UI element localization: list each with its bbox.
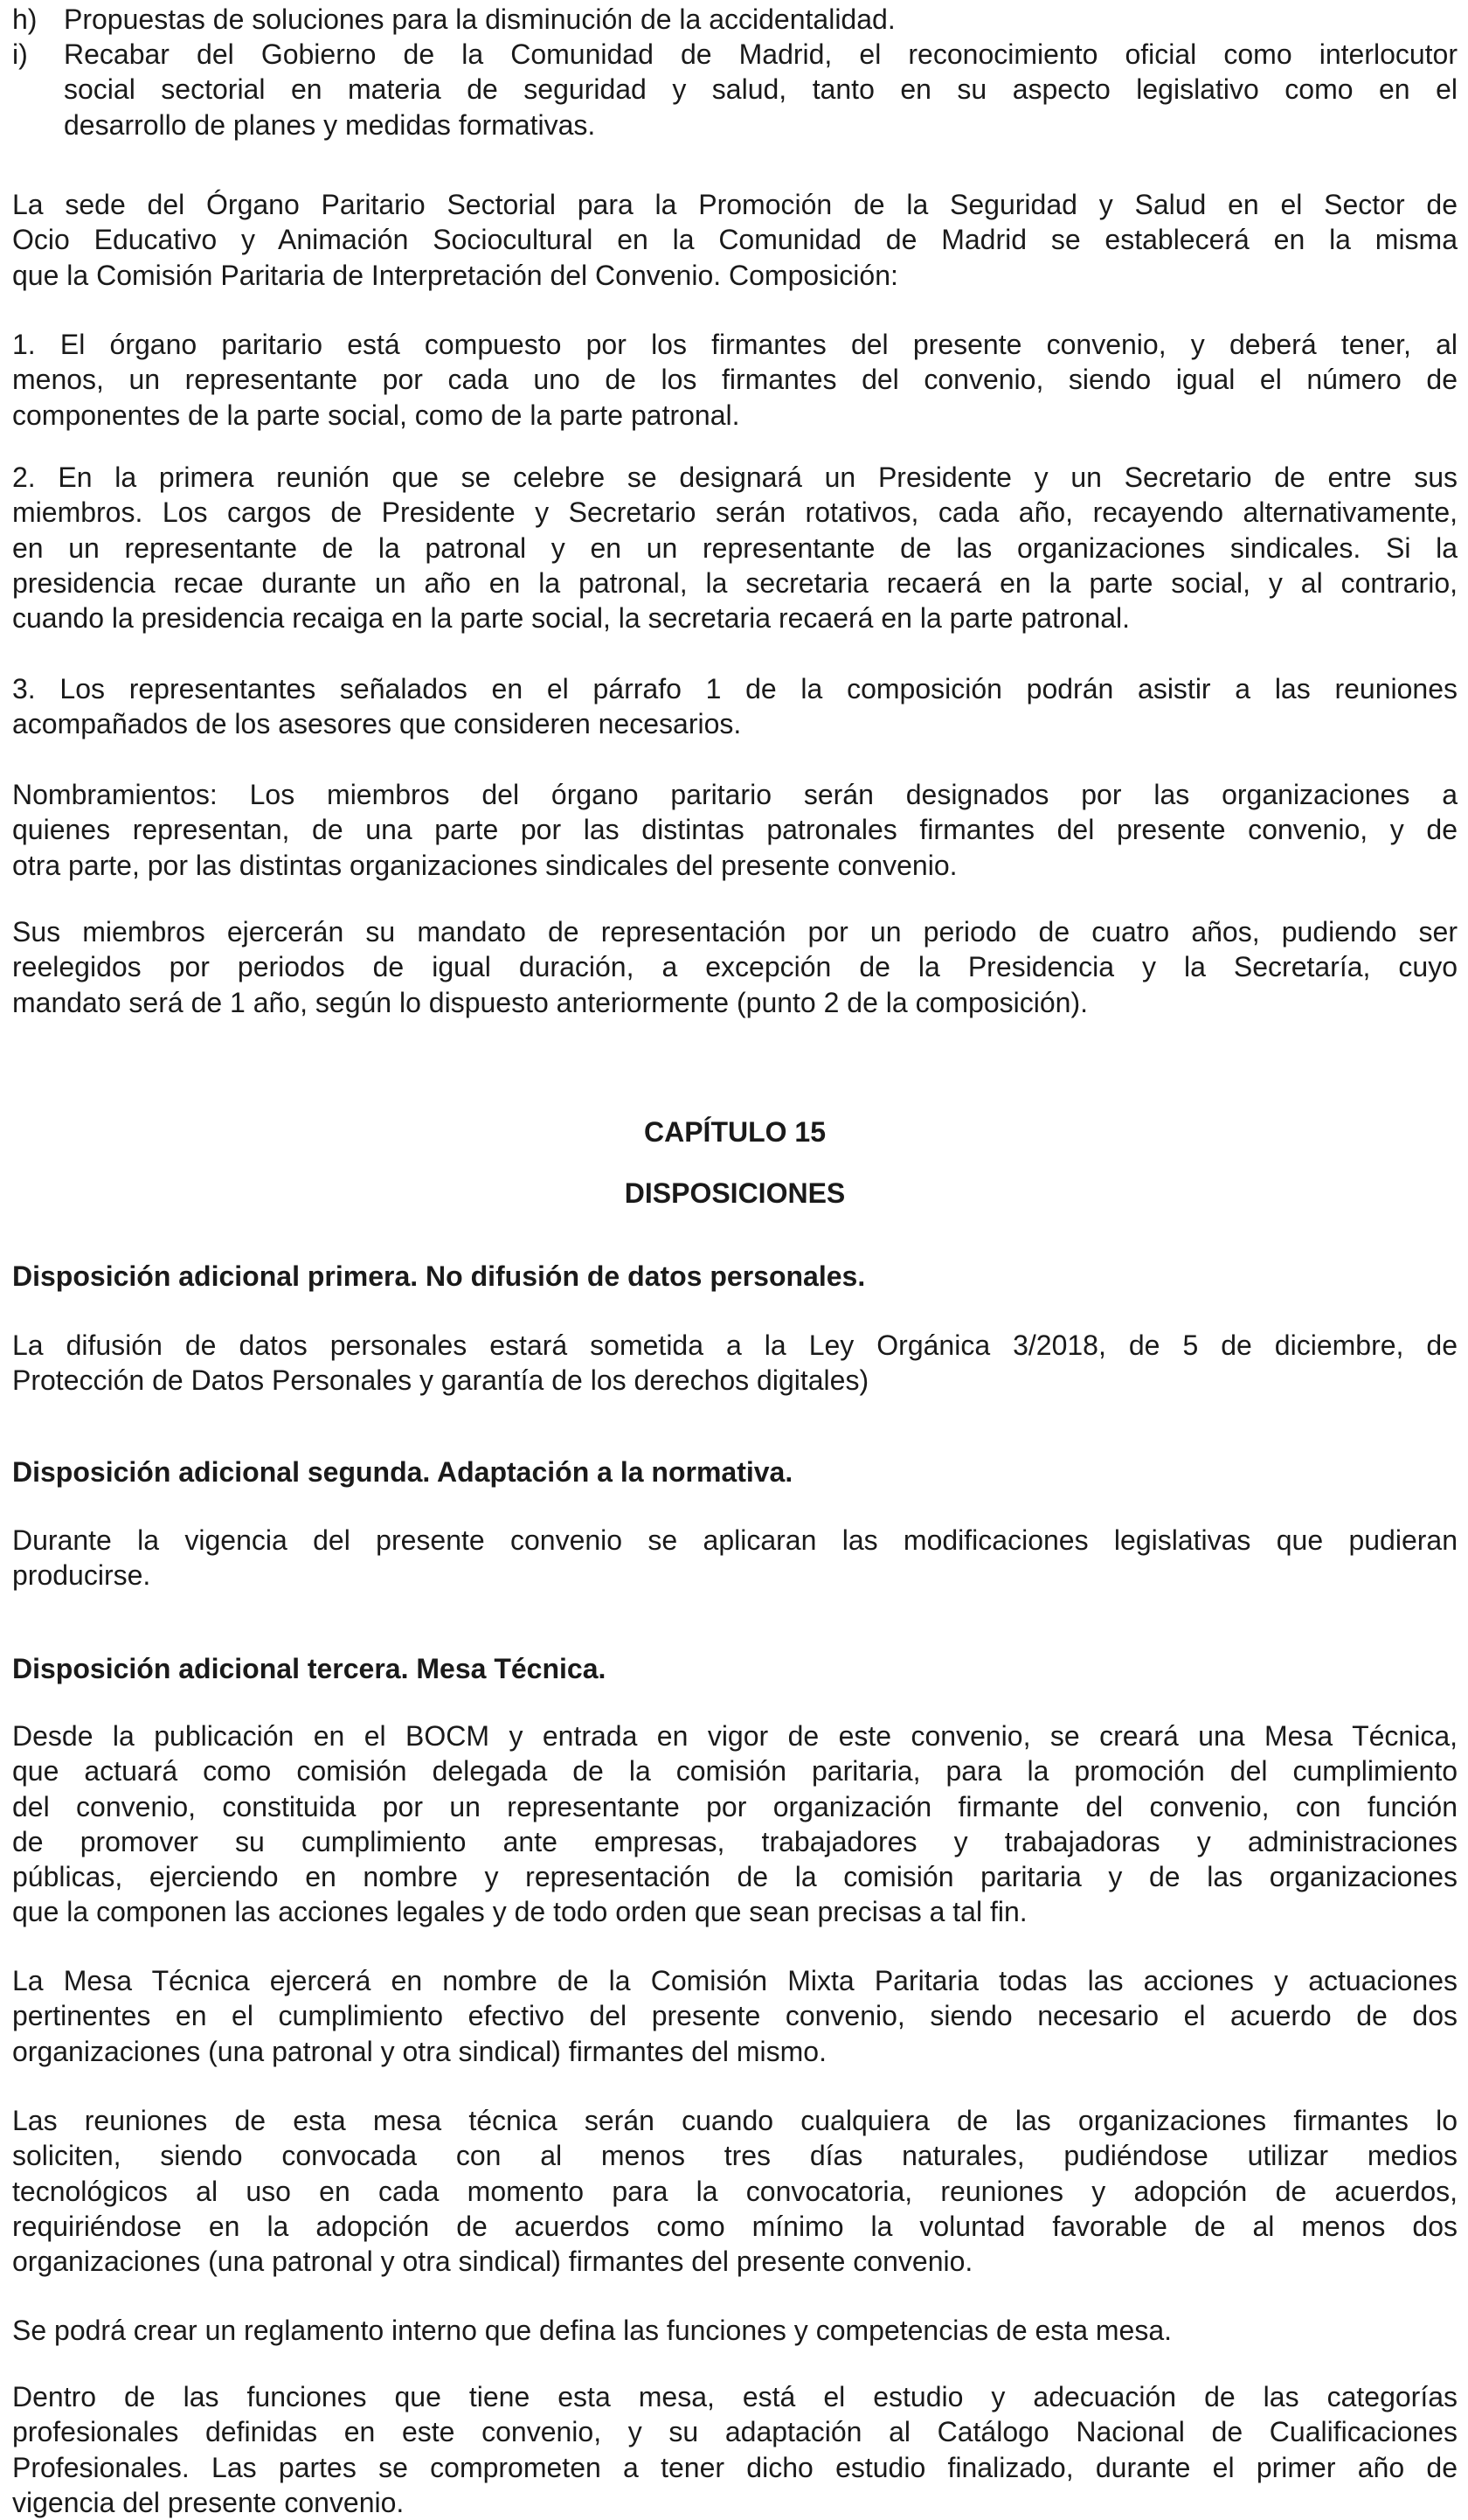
- text-line: miembros. Los cargos de Presidente y Secretario serán rotativos, cada año, recayendo alternativamente,: [12, 496, 1458, 529]
- text-line: del convenio, constituida por un representante por organización firmante del convenio, con función: [12, 1790, 1458, 1822]
- heading-disposicion-primera: Disposición adicional primera. No difusión de datos personales.: [12, 1260, 866, 1292]
- heading-disposicion-tercera: Disposición adicional tercera. Mesa Técnica.: [12, 1653, 606, 1684]
- text-line: requiriéndose en la adopción de acuerdos como mínimo la voluntad favorable de al menos dos: [12, 2210, 1458, 2242]
- paragraph-composicion-3: [12, 671, 1458, 742]
- text-line: organizaciones (una patronal y otra sindical) firmantes del mismo.: [12, 2035, 827, 2067]
- text-line: social sectorial en materia de seguridad y salud, tanto en su aspecto legislativo como en el: [64, 73, 1458, 106]
- paragraph-mandato: [12, 914, 1458, 1020]
- text-line: Sus miembros ejercerán su mandato de representación por un periodo de cuatro años, pudiendo ser: [12, 916, 1458, 948]
- text-line: Se podrá crear un reglamento interno que defina las funciones y competencias de esta mesa.: [12, 2315, 1173, 2346]
- paragraph-composicion-1: [12, 327, 1458, 433]
- text-line: cuando la presidencia recaiga en la parte social, la secretaria recaerá en la parte patronal.: [12, 602, 1130, 635]
- list-item-h: [12, 2, 1458, 37]
- text-line: Nombramientos: Los miembros del órgano paritario serán designados por las organizaciones a: [12, 779, 1458, 810]
- text-line: 2. En la primera reunión que se celebre se designará un Presidente y un Secretario de entre sus: [12, 462, 1458, 493]
- text-line: 3. Los representantes señalados en el párrafo 1 de la composición podrán asistir a las reuniones: [12, 673, 1458, 705]
- text-line: La difusión de datos personales estará sometida a la Ley Orgánica 3/2018, de 5 de diciembre, de: [12, 1329, 1458, 1361]
- text-line: reelegidos por periodos de igual duración, a excepción de la Presidencia y la Secretaría, cuyo: [12, 951, 1458, 983]
- heading-disposicion-segunda: Disposición adicional segunda. Adaptación a la normativa.: [12, 1456, 793, 1488]
- text-line: La Mesa Técnica ejercerá en nombre de la Comisión Mixta Paritaria todas las acciones y actuaciones: [12, 1965, 1458, 1996]
- text-line: Recabar del Gobierno de la Comunidad de Madrid, el reconocimiento oficial como interlocutor: [64, 38, 1458, 70]
- text-line: Protección de Datos Personales y garantía de los derechos digitales): [12, 1364, 869, 1397]
- paragraph-durante: [12, 1523, 1458, 1593]
- text-line: en un representante de la patronal y en un representante de las organizaciones sindicales. Si la: [12, 531, 1458, 564]
- text-line: Desde la publicación en el BOCM y entrada en vigor de este convenio, se creará una Mesa Técnica,: [12, 1720, 1458, 1752]
- chapter-number: CAPÍTULO 15: [643, 1116, 827, 1148]
- text-line: tecnológicos al uso en cada momento para la convocatoria, reuniones y adopción de acuerdos,: [12, 2175, 1458, 2207]
- text-line: que la Comisión Paritaria de Interpretación del Convenio. Composición:: [12, 259, 898, 291]
- paragraph-reuniones: [12, 2103, 1458, 2279]
- text-line: que la componen las acciones legales y de todo orden que sean precisas a tal fin.: [12, 1896, 1028, 1928]
- text-line: desarrollo de planes y medidas formativas.: [64, 108, 596, 141]
- list-item-text: [64, 2, 1458, 37]
- text-line: producirse.: [12, 1559, 151, 1592]
- text-line: organizaciones (una patronal y otra sindical) firmantes del presente convenio.: [12, 2246, 973, 2278]
- text-line: Durante la vigencia del presente convenio se aplicaran las modificaciones legislativas que pudieran: [12, 1524, 1458, 1556]
- list-item-text: [64, 37, 1458, 142]
- text-line: públicas, ejerciendo en nombre y representación de la comisión paritaria y de las organizaciones: [12, 1861, 1458, 1893]
- text-line: acompañados de los asesores que consideren necesarios.: [12, 708, 742, 740]
- text-line: vigencia del presente convenio.: [12, 2486, 405, 2518]
- list-label: h): [12, 3, 38, 35]
- paragraph-dentro: [12, 2379, 1458, 2520]
- paragraph-sede: [12, 187, 1458, 293]
- text-line: de promover su cumplimiento ante empresas, trabajadores y trabajadoras y administraciones: [12, 1825, 1458, 1857]
- text-line: otra parte, por las distintas organizaciones sindicales del presente convenio.: [12, 849, 958, 881]
- text-line: componentes de la parte social, como de la parte patronal.: [12, 399, 740, 431]
- paragraph-desde: [12, 1718, 1458, 1930]
- text-line: Ocio Educativo y Animación Sociocultural en la Comunidad de Madrid se establecerá en la misma: [12, 224, 1458, 256]
- paragraph-nombramientos: [12, 777, 1458, 883]
- text-line: Las reuniones de esta mesa técnica serán cuando cualquiera de las organizaciones firmantes lo: [12, 2105, 1458, 2136]
- paragraph-difusion: [12, 1328, 1458, 1399]
- chapter-title: DISPOSICIONES: [624, 1177, 846, 1209]
- paragraph-mesa-tecnica: [12, 1963, 1458, 2069]
- text-line: Profesionales. Las partes se comprometen a tener dicho estudio finalizado, durante el primer año de: [12, 2451, 1458, 2483]
- text-line: Propuestas de soluciones para la disminución de la accidentalidad.: [64, 3, 896, 35]
- text-line: profesionales definidas en este convenio, y su adaptación al Catálogo Nacional de Cualificaciones: [12, 2416, 1458, 2448]
- text-line: La sede del Órgano Paritario Sectorial para la Promoción de la Seguridad y Salud en el Sector de: [12, 189, 1458, 220]
- list-item-i: [12, 37, 1458, 142]
- text-line: soliciten, siendo convocada con al menos tres días naturales, pudiéndose utilizar medios: [12, 2140, 1458, 2172]
- text-line: pertinentes en el cumplimiento efectivo del presente convenio, siendo necesario el acuerdo de dos: [12, 2000, 1458, 2032]
- list-label: i): [12, 38, 28, 70]
- text-line: menos, un representante por cada uno de los firmantes del convenio, siendo igual el número de: [12, 364, 1458, 396]
- text-line: quienes representan, de una parte por las distintas patronales firmantes del presente convenio, y de: [12, 814, 1458, 846]
- paragraph-composicion-2: [12, 460, 1458, 635]
- text-line: Dentro de las funciones que tiene esta mesa, está el estudio y adecuación de las categorías: [12, 2381, 1458, 2412]
- text-line: presidencia recae durante un año en la patronal, la secretaria recaerá en la parte social, y al contrario,: [12, 566, 1458, 599]
- text-line: mandato será de 1 año, según lo dispuesto anteriormente (punto 2 de la composición).: [12, 986, 1088, 1018]
- text-line: que actuará como comisión delegada de la comisión paritaria, para la promoción del cumplimiento: [12, 1755, 1458, 1788]
- paragraph-reglamento: [12, 2313, 1458, 2348]
- text-line: 1. El órgano paritario está compuesto por los firmantes del presente convenio, y deberá tener, al: [12, 329, 1458, 360]
